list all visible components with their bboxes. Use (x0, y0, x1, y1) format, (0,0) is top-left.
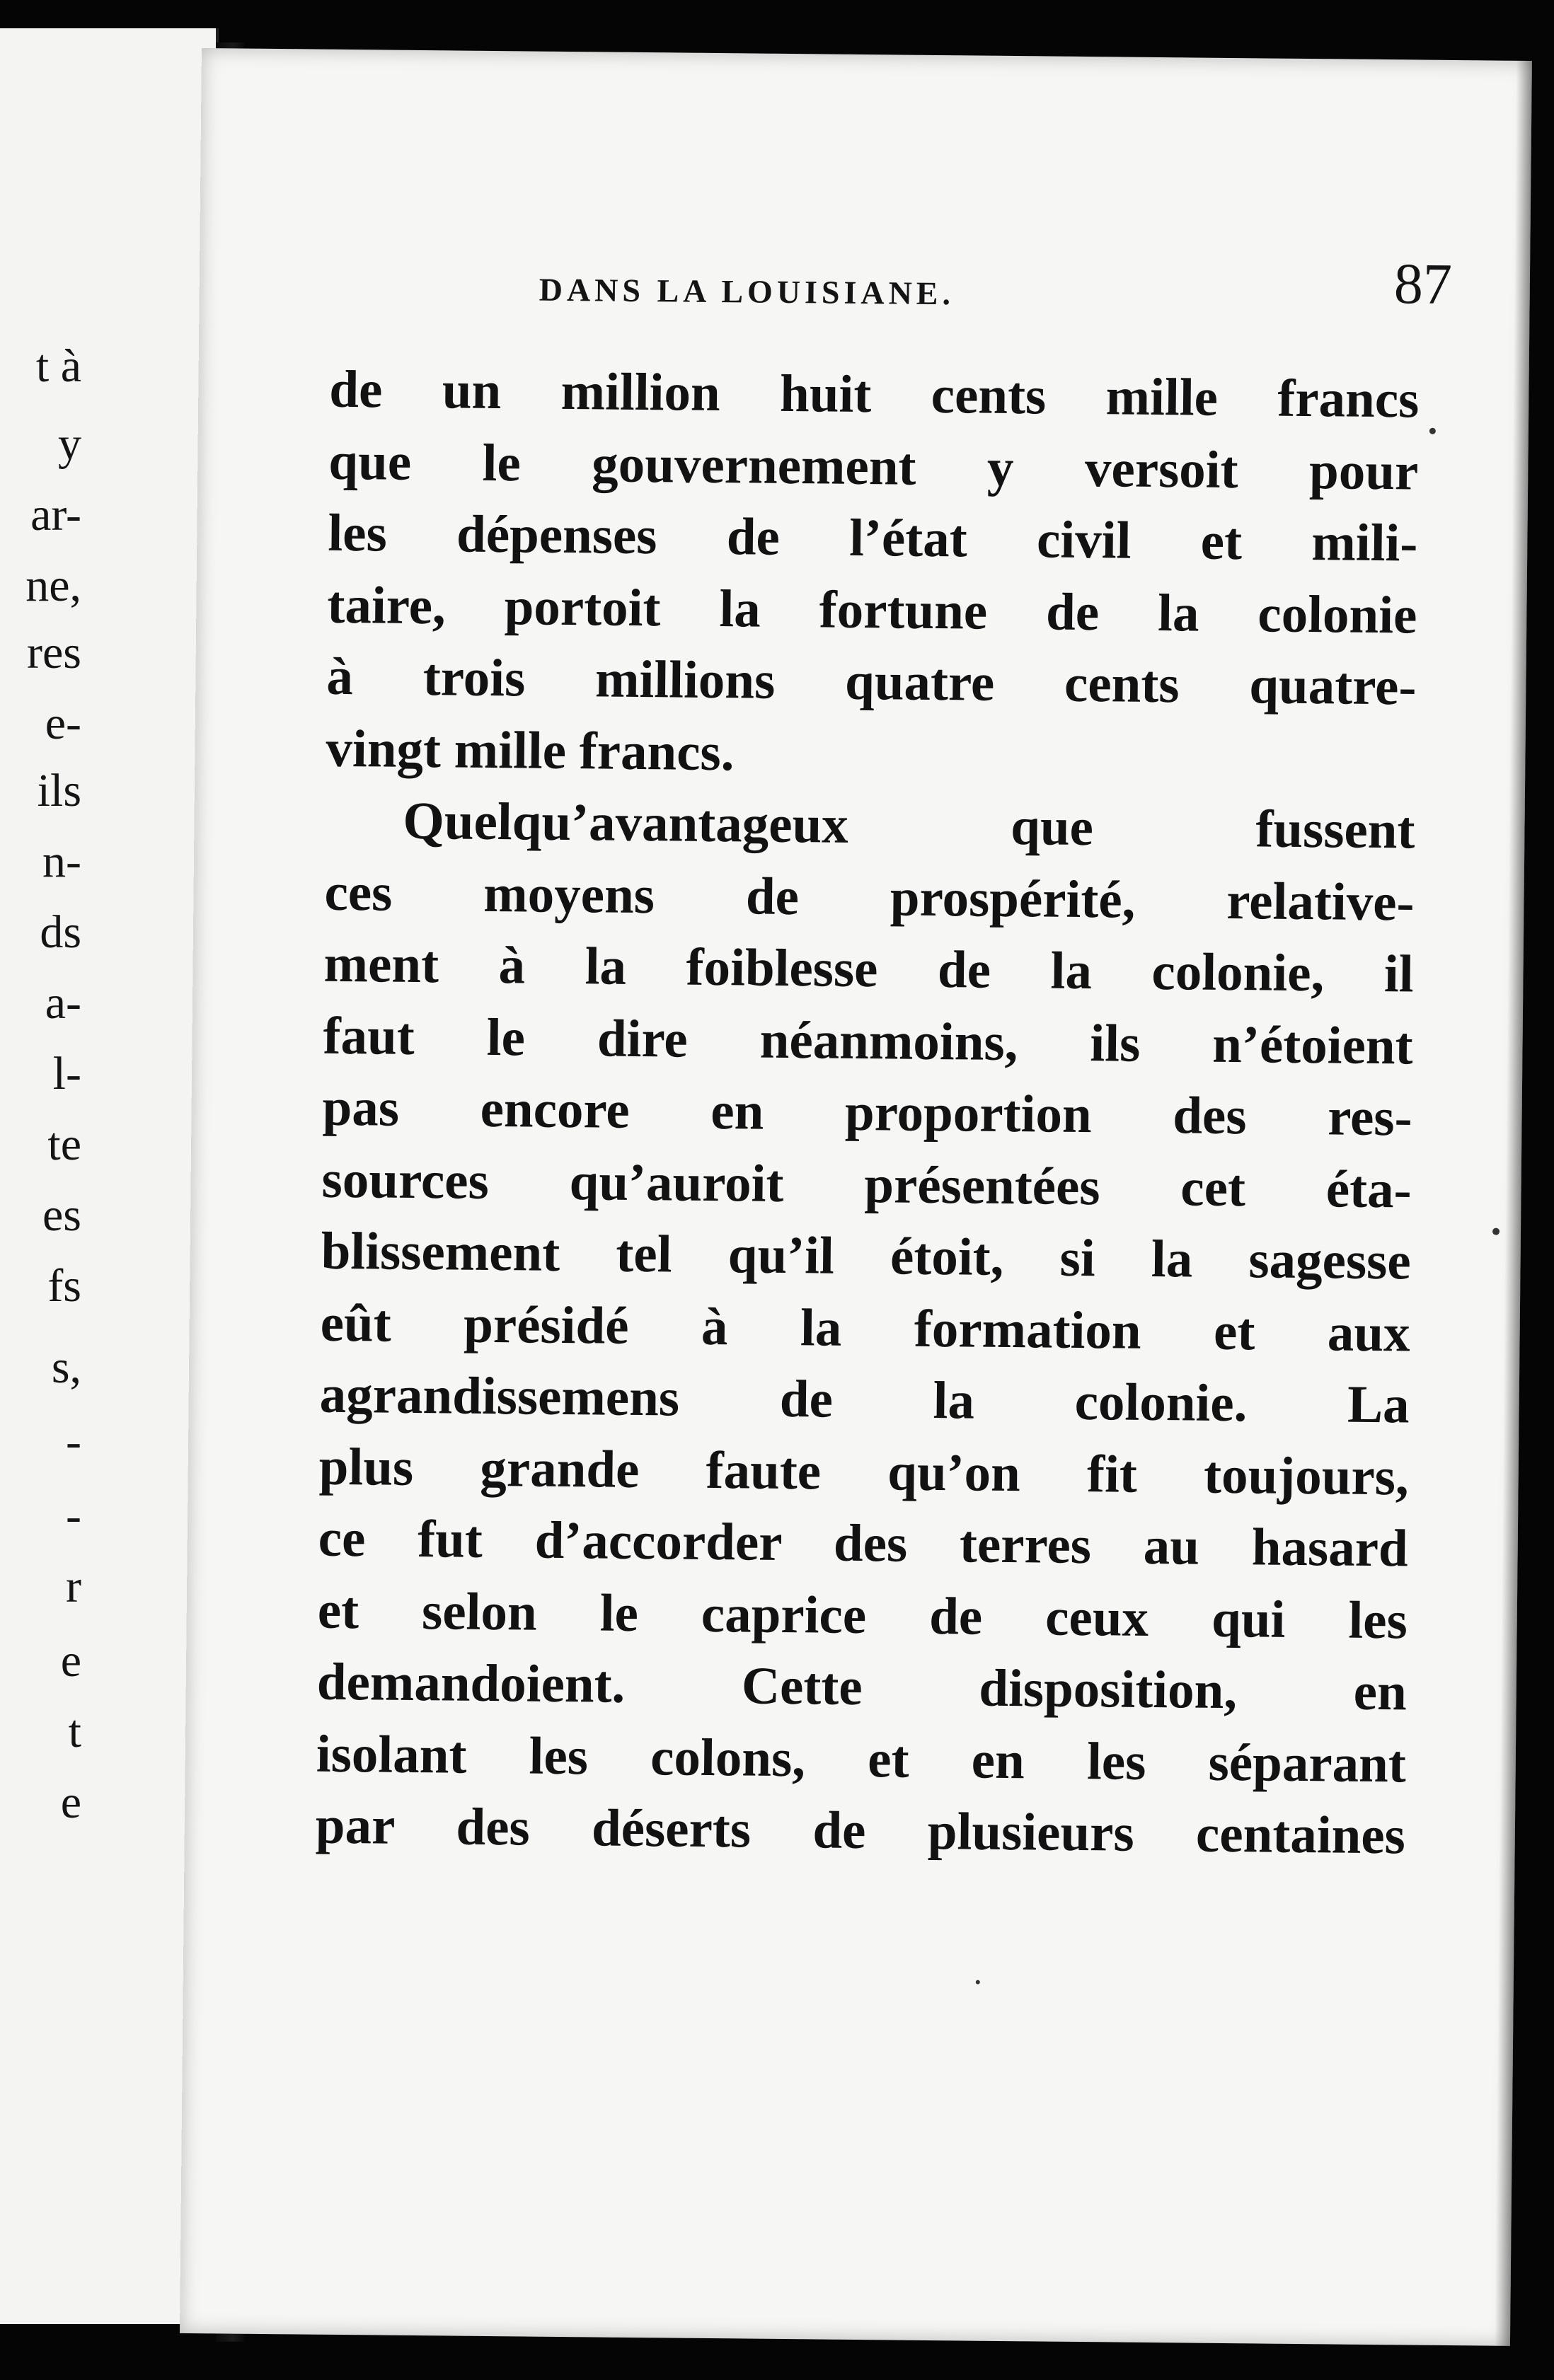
text-line: eût présidé à la formation et aux (320, 1293, 1411, 1363)
text-line: pas encore en proportion des res- (322, 1078, 1412, 1148)
left-page-fragment: e- (45, 698, 81, 749)
text-line: à trois millions quatre cents quatre- (326, 647, 1417, 717)
left-page-fragment: l- (52, 1048, 81, 1099)
left-page-fragment: - (66, 1490, 81, 1542)
text-line: ces moyens de prospérité, relative- (324, 862, 1415, 932)
left-page-fragment: e (60, 1635, 81, 1687)
text-line: faut le dire néanmoins, ils n’étoient (323, 1006, 1413, 1075)
text-line: demandoient. Cette disposition, en (316, 1652, 1408, 1722)
left-page-fragment: t (68, 1706, 81, 1757)
page-number: 87 (1393, 251, 1453, 316)
text-line: de un million huit cents mille francs (328, 359, 1420, 429)
scan-speck (1492, 1228, 1500, 1235)
left-page-fragment: a- (45, 977, 81, 1029)
text-line: les dépenses de l’état civil et mili- (328, 503, 1418, 573)
scan-speck (1429, 428, 1436, 434)
left-page-fragment: s, (51, 1341, 81, 1393)
text-line: que le gouvernement y versoit pour (328, 432, 1419, 502)
left-page-fragment: r (66, 1561, 81, 1612)
left-page-fragment: te (47, 1119, 81, 1170)
running-head (539, 243, 1452, 329)
left-page-fragment: ils (37, 765, 81, 816)
body-text (315, 354, 1419, 1872)
left-page-fragment: es (42, 1189, 81, 1241)
text-line: isolant les colons, et en les séparant (316, 1724, 1407, 1793)
paragraph-start-line: Quelqu’avantageux que fussent (403, 791, 1415, 860)
left-page-fragment: ar- (30, 489, 81, 541)
text-line: par des déserts de plusieurs centaines (315, 1796, 1406, 1866)
left-page-fragment: y (58, 418, 81, 470)
text-line: plus grande faute qu’on fit toujours, (318, 1437, 1410, 1506)
text-line: vingt mille francs. (326, 719, 735, 782)
scan-speck (976, 1980, 980, 1985)
text-line: agrandissemens de la colonie. La (319, 1365, 1410, 1435)
text-line: ce fut d’accorder des terres au hasard (318, 1508, 1409, 1578)
left-page-fragment: ne, (25, 560, 81, 611)
text-line: blissement tel qu’il étoit, si la sagesse (321, 1221, 1412, 1291)
left-page-fragment: res (27, 627, 81, 678)
text-line: et selon le caprice de ceux qui les (317, 1581, 1408, 1650)
running-title: DANS LA LOUISIANE. (539, 271, 955, 312)
left-page-fragment: e (60, 1777, 81, 1828)
book-page (180, 48, 1532, 2346)
text-line: ment à la foiblesse de la colonie, il (323, 934, 1414, 1004)
left-page-fragment: fs (47, 1260, 81, 1312)
text-line: sources qu’auroit présentées cet éta- (321, 1150, 1412, 1219)
left-page-fragment: t à (35, 340, 81, 392)
left-page-fragment: ds (40, 906, 81, 958)
left-page-fragment: n- (42, 836, 81, 887)
left-page-fragment: - (66, 1416, 81, 1467)
text-line: taire, portoit la fortune de la colonie (327, 575, 1417, 645)
